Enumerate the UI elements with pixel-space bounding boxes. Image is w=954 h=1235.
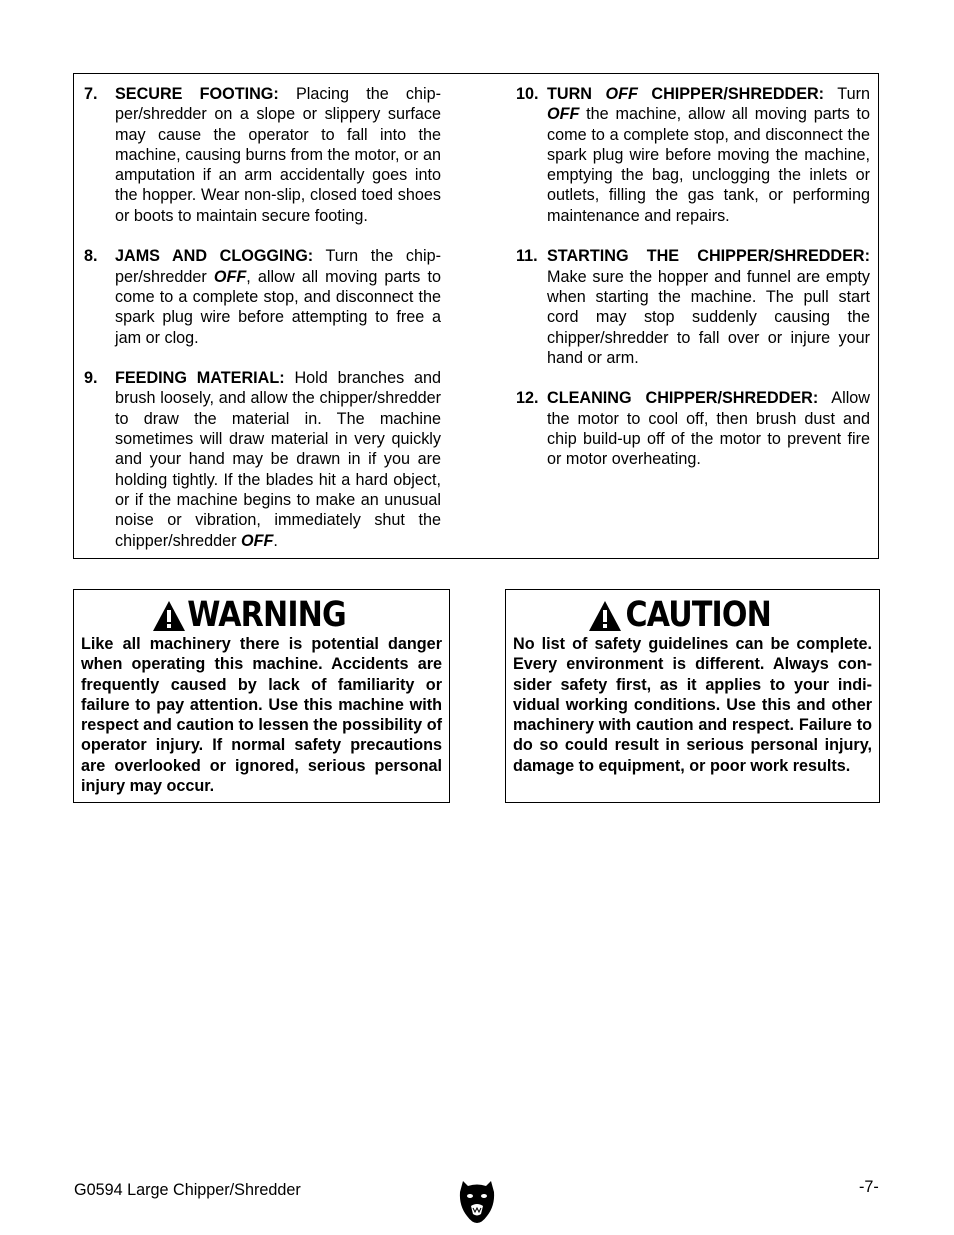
- off-emphasis: OFF: [240, 531, 274, 550]
- rule-turn-off: [516, 84, 870, 226]
- warning-header: [74, 595, 449, 635]
- rule-text: Turn: [824, 85, 870, 103]
- rule-number: 10.: [516, 85, 539, 103]
- off-emphasis: OFF: [547, 105, 580, 124]
- rule-jams-and-clogging: [84, 246, 441, 347]
- warning-text: Like all machinery there is potential danger when operating this machine. Accidents are frequently caused by lack of familiarity or failure to pay attention. Use this machine with respect and caution to lessen the possibility of operator injury. If normal safety precautions are overlooked or ignored, serious personal injury may occur.: [81, 635, 442, 796]
- rule-text: Allow the motor to cool off, then brush dust and chip build-up off of the motor to prevent fire or motor overheating.: [547, 389, 870, 469]
- caution-text: No list of safety guidelines can be complete. Every environment is different. Always consider safety first, as it applies to your individual working conditions. Use this and other machinery with caution and respect. Failure to do so could result in serious personal injury, damage to equipment, or poor work results.: [513, 635, 872, 775]
- rule-text: .: [273, 531, 278, 550]
- right-column: [516, 84, 870, 490]
- rule-heading: CLEANING CHIPPER/SHREDDER:: [547, 389, 819, 408]
- warning-title: WARNING: [186, 595, 346, 635]
- rule-number: 9.: [84, 369, 98, 388]
- bear-head-logo-icon: [458, 1178, 496, 1224]
- rule-number: 7.: [84, 85, 98, 103]
- warning-triangle-icon: [588, 600, 622, 632]
- page-number: -7-: [859, 1178, 879, 1196]
- rule-heading: SECURE FOOTING:: [115, 85, 279, 103]
- caution-header: [506, 595, 879, 635]
- rule-starting: [516, 246, 870, 368]
- caution-box: [505, 589, 880, 803]
- rule-text: Hold branches and brush loosely, and allow the chipper/shredder to draw the material in. The machine sometimes will draw material in very quickly and your hand may be drawn in if you are holding tightly. If the blades hit a hard object, or if the machine begins to make an unusual noise or vibration, immediately shut the chipper/shredder: [115, 369, 442, 550]
- caution-title: CAUTION: [625, 595, 771, 635]
- rule-heading: STARTING THE CHIPPER/SHREDDER:: [547, 247, 870, 266]
- rule-heading: FEEDING MATERIAL:: [115, 369, 285, 388]
- rule-number: 12.: [516, 389, 539, 408]
- warning-triangle-icon: [152, 600, 186, 632]
- rule-cleaning: [516, 388, 870, 469]
- rule-heading: JAMS AND CLOGGING:: [115, 247, 314, 266]
- rule-text: Placing the chipper/shredder on a slope or slippery surface may cause the operator to fall into the machine, causing burns from the motor, or an amputation if an arm accidentally goes into the hopper. Wear non-slip, closed toed shoes or boots to maintain secure footing.: [115, 85, 441, 225]
- rule-text: , allow all moving parts to come to a complete stop, and disconnect the spark plug wire before attempting to free a jam or clog.: [115, 267, 441, 347]
- off-emphasis: OFF: [213, 267, 247, 286]
- rule-feeding-material: [84, 368, 441, 551]
- rule-text: Make sure the hopper and funnel are empty when starting the machine. The pull start cord may stop suddenly causing the chipper/shredder to fall over or injure your hand or arm.: [547, 267, 870, 367]
- left-column: [84, 84, 441, 571]
- rule-number: 8.: [84, 247, 98, 266]
- rule-secure-footing: [84, 84, 441, 226]
- footer-model: G0594 Large Chipper/Shredder: [74, 1181, 301, 1199]
- warning-box: [73, 589, 450, 803]
- rule-text: the machine, allow all moving parts to come to a complete stop, and disconnect the spark plug wire before moving the machine, emptying the bag, unclogging the inlets or outlets, filling the gas tank, or performing maintenance and repairs.: [547, 105, 870, 225]
- rule-number: 11.: [516, 247, 538, 266]
- rule-text: Turn the chipper/shredder: [115, 247, 441, 286]
- safety-rules-box: [73, 73, 879, 559]
- rule-heading: TURN OFF CHIPPER/SHREDDER:: [547, 85, 825, 103]
